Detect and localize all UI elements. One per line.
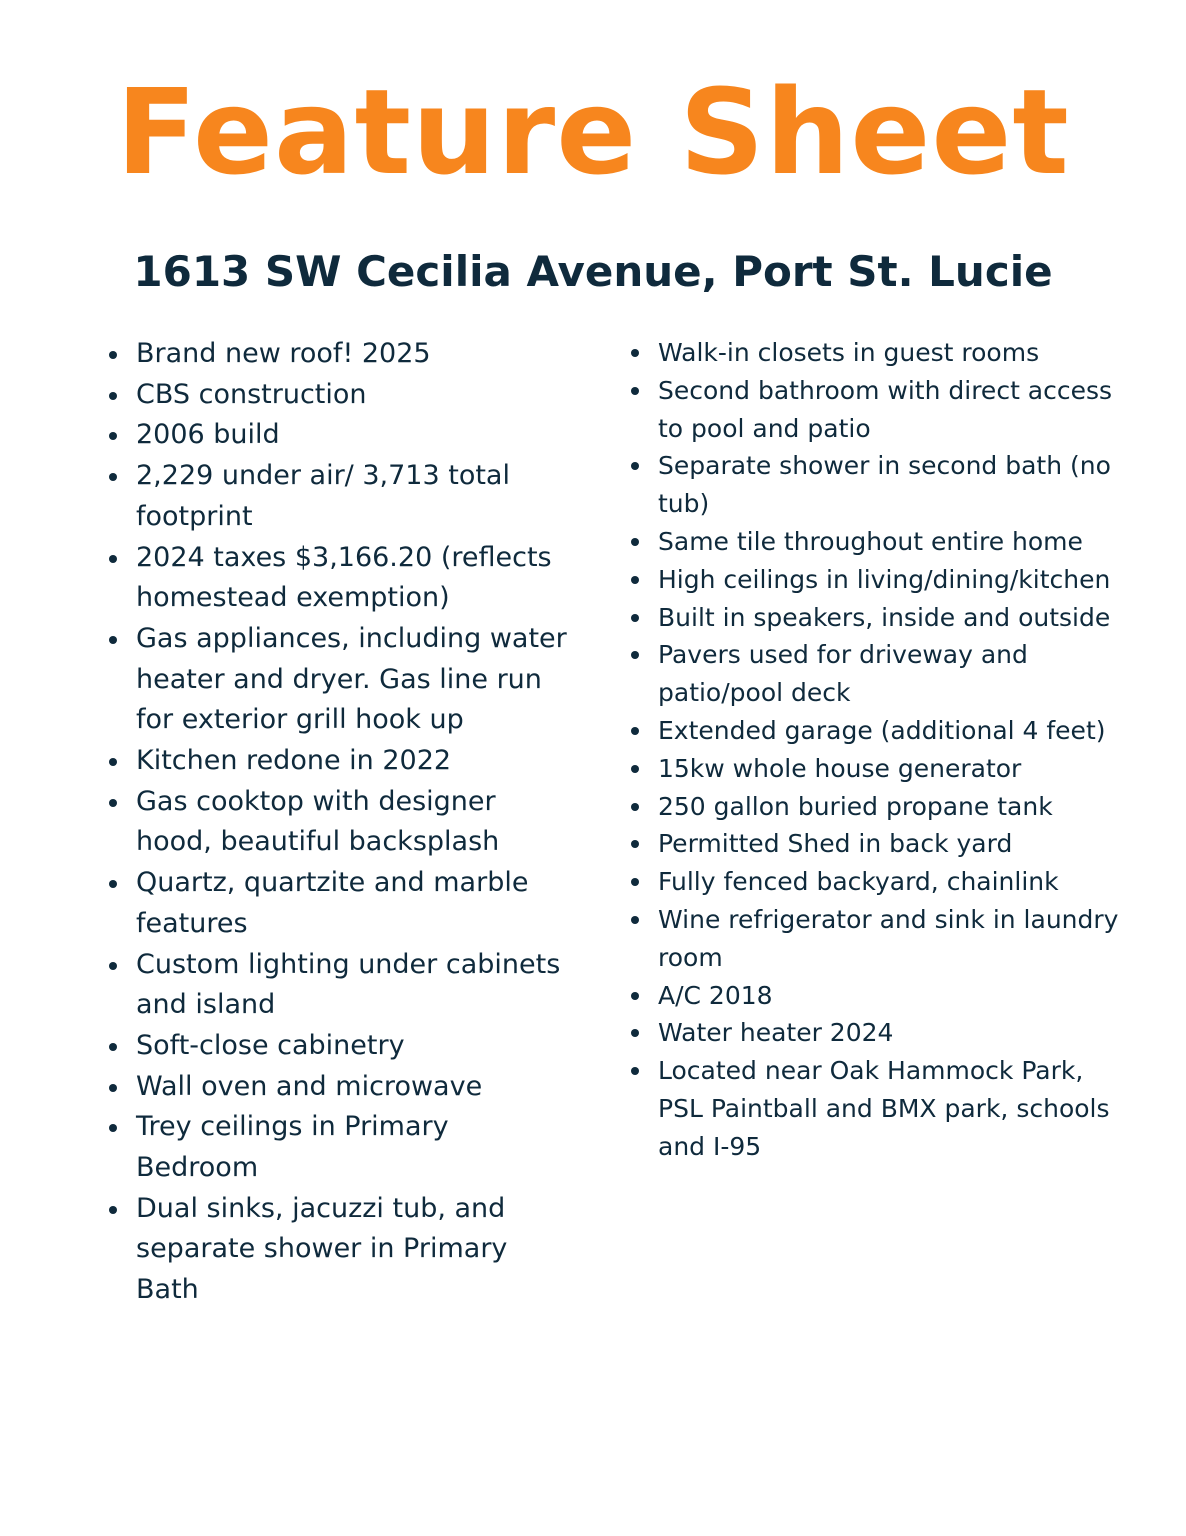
feature-text: 2006 build <box>136 419 280 451</box>
feature-item <box>106 456 576 537</box>
feature-list-left <box>106 334 576 1311</box>
feature-item <box>106 741 576 782</box>
feature-text: Wine refrigerator and sink in laundry room <box>658 904 1119 972</box>
feature-text: Custom lighting under cabinets and island <box>136 948 561 1021</box>
feature-item <box>628 750 1128 788</box>
feature-item <box>106 945 576 1026</box>
feature-text: 2,229 under air/ 3,713 total footprint <box>136 460 510 532</box>
feature-item <box>628 977 1128 1015</box>
feature-item <box>628 636 1128 712</box>
feature-text: Extended garage (additional 4 feet) <box>658 715 1106 745</box>
feature-item <box>106 1026 576 1067</box>
feature-text: 2024 taxes $3,166.20 (reflects homestead exemption) <box>136 541 552 614</box>
feature-text: Walk-in closets in guest rooms <box>658 338 1040 367</box>
feature-text: Pavers used for driveway and patio/pool deck <box>658 640 1028 708</box>
feature-text: Same tile throughout entire home <box>658 526 1083 556</box>
feature-item <box>106 415 576 456</box>
feature-text: Water heater 2024 <box>658 1018 894 1048</box>
feature-item <box>106 1067 576 1108</box>
feature-item <box>628 561 1128 599</box>
feature-item <box>628 788 1128 826</box>
feature-item <box>106 782 576 863</box>
feature-text: Kitchen redone in 2022 <box>136 745 452 777</box>
feature-text: Located near Oak Hammock Park, PSL Paintball and BMX park, schools and I-95 <box>658 1056 1110 1161</box>
feature-text: High ceilings in living/dining/kitchen <box>658 564 1111 594</box>
feature-text: Separate shower in second bath (no tub) <box>658 451 1111 519</box>
feature-text: Second bathroom with direct access to pool and patio <box>658 375 1113 443</box>
feature-item <box>628 712 1128 750</box>
feature-item <box>628 334 1128 372</box>
feature-text: A/C 2018 <box>658 980 773 1010</box>
feature-item <box>628 1052 1128 1165</box>
feature-text: Wall oven and microwave <box>136 1070 483 1102</box>
feature-text: 250 gallon buried propane tank <box>658 791 1053 821</box>
feature-list-right <box>628 334 1128 1166</box>
feature-text: Built in speakers, inside and outside <box>658 602 1111 632</box>
feature-text: Permitted Shed in back yard <box>658 829 1013 859</box>
property-address: 1613 SW Cecilia Avenue, Port St. Lucie <box>133 247 1053 296</box>
feature-text: Brand new roof! 2025 <box>136 338 431 369</box>
feature-item <box>628 447 1128 523</box>
feature-text: CBS construction <box>136 378 367 410</box>
feature-text: Trey ceilings in Primary Bedroom <box>136 1111 449 1184</box>
feature-text: Soft-close cabinetry <box>136 1029 405 1061</box>
feature-text: Fully fenced backyard, chainlink <box>658 867 1059 897</box>
feature-item <box>628 825 1128 863</box>
feature-text: Dual sinks, jacuzzi tub, and separate shower in Primary Bath <box>136 1192 508 1306</box>
feature-text: Quartz, quartzite and marble features <box>136 867 529 939</box>
feature-item <box>106 1189 576 1311</box>
feature-text: Gas cooktop with designer hood, beautiful backsplash <box>136 785 500 858</box>
feature-item <box>628 523 1128 561</box>
feature-item <box>628 901 1128 977</box>
feature-item <box>106 538 576 619</box>
feature-item <box>106 863 576 944</box>
feature-item <box>106 1107 576 1188</box>
page-title: Feature Sheet <box>116 63 1070 201</box>
feature-item <box>106 619 576 741</box>
feature-item <box>106 375 576 416</box>
feature-text: Gas appliances, including water heater and dryer. Gas line run for exterior grill hook up <box>136 622 567 736</box>
feature-item <box>106 334 576 375</box>
feature-item <box>628 599 1128 637</box>
feature-text: 15kw whole house generator <box>658 753 1022 783</box>
feature-item <box>628 863 1128 901</box>
feature-item <box>628 372 1128 448</box>
feature-item <box>628 1014 1128 1052</box>
